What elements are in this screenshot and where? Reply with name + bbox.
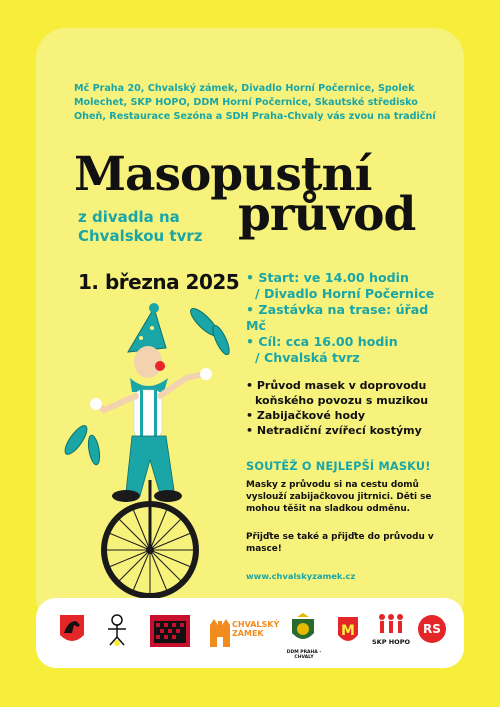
- contest-description: Masky z průvodu si na cestu domů vyslouží zabijačkovou jitrnici. Děti se mohou těšit na sladkou odměnu.: [246, 480, 432, 514]
- chvalsky-logo-line-1: CHVALSKÝ: [232, 620, 280, 629]
- rs-logo: [418, 615, 446, 643]
- contest-heading: SOUTĚŽ O NEJLEPŠÍ MASKU!: [246, 460, 431, 473]
- unicycle-wheel: [104, 504, 196, 596]
- molechet-logo: [104, 613, 130, 649]
- program-item: • Průvod masek v doprovodu: [246, 379, 427, 392]
- info-end-place: / Chvalská tvrz: [255, 350, 360, 365]
- skp-hopo-logo-text: SKP HOPO: [372, 638, 411, 646]
- title-line-1: Masopustní: [74, 147, 372, 202]
- info-stop: • Zastávka na trase: úřad Mč: [246, 302, 429, 333]
- title-line-2: průvod: [238, 187, 416, 242]
- program-item: • Zabijačkové hody: [246, 409, 366, 422]
- chvalsky-logo-line-2: ZÁMEK: [232, 629, 264, 638]
- program-item: koňského povozu s muzikou: [255, 394, 429, 407]
- info-end: • Cíl: cca 16.00 hodin: [246, 334, 398, 349]
- event-date: 1. března 2025: [78, 270, 240, 294]
- intro-text: Mč Praha 20, Chvalský zámek, Divadlo Horní Počernice, Spolek Molechet, SKP HOPO, DDM Horní Počernice, Skautské středisko Oheň, Restaurace Sezóna a SDH Praha-Chvaly vás zvou na tradiční: [74, 83, 436, 122]
- program-item: • Netradiční zvířecí kostýmy: [246, 424, 422, 437]
- event-info: [246, 270, 451, 366]
- chvalsky-zamek-logo-text: [232, 620, 279, 638]
- skp-hopo-figures-icon: [376, 613, 406, 637]
- clown-nose: [155, 361, 165, 371]
- ddm-logo-text: DDM PRAHA - CHVALY: [286, 650, 322, 660]
- castle-icon: [208, 613, 232, 649]
- invite-text: Přijďte se také a přijďte do průvodu v masce!: [246, 532, 434, 554]
- website-link[interactable]: www.chvalskyzamek.cz: [246, 571, 356, 581]
- horse-emblem-logo: [58, 613, 86, 649]
- subtitle: [78, 208, 238, 246]
- program-list: [246, 378, 451, 438]
- rs-logo-text: RS: [423, 622, 441, 636]
- svg-text:M: M: [341, 623, 355, 639]
- clown-unicycle-illustration: [56, 300, 246, 600]
- clown-hat: [128, 308, 166, 352]
- subtitle-line-1: z divadla na: [78, 208, 180, 226]
- m-emblem-logo: [336, 613, 360, 649]
- info-start-place: / Divadlo Horní Počernice: [255, 286, 435, 301]
- divadlo-logo: [146, 613, 194, 649]
- ddm-crest-logo: [288, 613, 318, 649]
- subtitle-line-2: Chvalskou tvrz: [78, 227, 203, 245]
- info-start: • Start: ve 14.00 hodin: [246, 270, 409, 285]
